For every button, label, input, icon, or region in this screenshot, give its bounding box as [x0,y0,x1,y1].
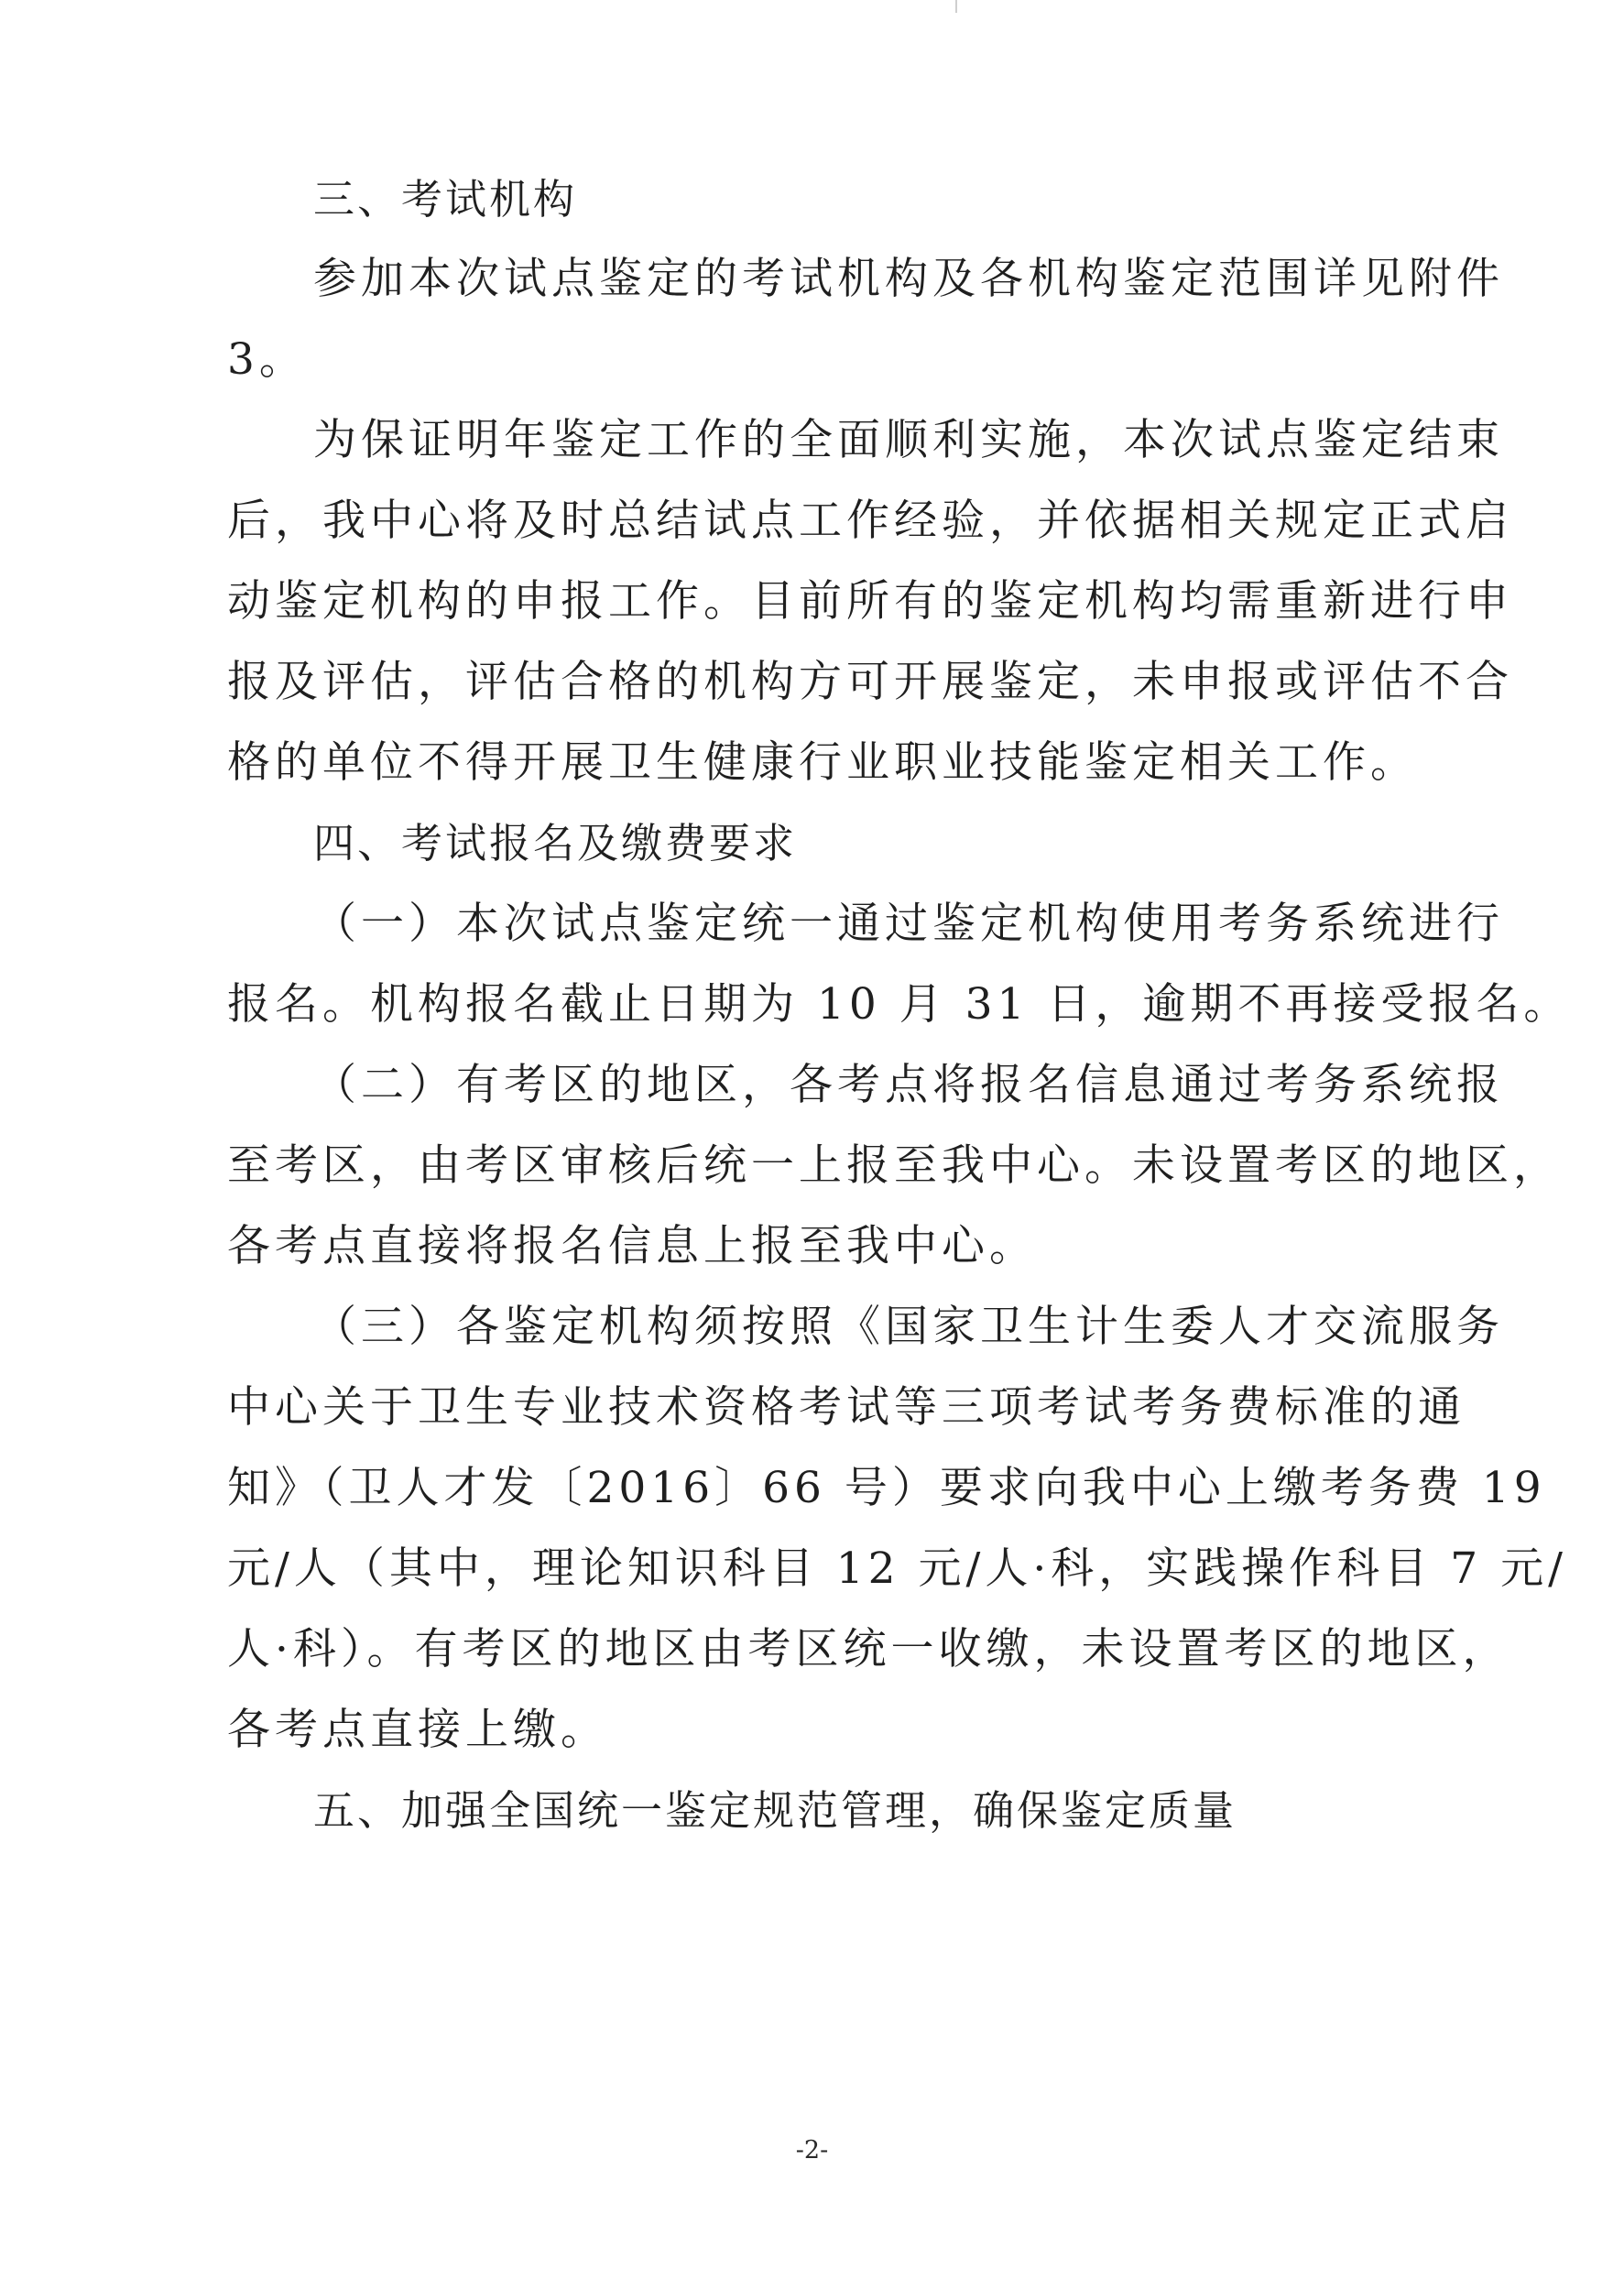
paragraph-line: 元/人（其中，理论知识科目 12 元/人·科，实践操作科目 7 元/ [227,1543,1567,1594]
paragraph-line: 各考点直接将报名信息上报至我中心。 [227,1221,1037,1271]
paragraph-line: 格的单位不得开展卫生健康行业职业技能鉴定相关工作。 [227,737,1418,788]
paragraph-line: 为保证明年鉴定工作的全面顺利实施，本次试点鉴定结束 [313,415,1504,465]
paragraph-line: 后，我中心将及时总结试点工作经验，并依据相关规定正式启 [227,496,1513,546]
paragraph-line: 至考区，由考区审核后统一上报至我中心。未设置考区的地区， [227,1140,1561,1191]
page-number: -2- [795,2136,829,2165]
paragraph-line: 报及评估，评估合格的机构方可开展鉴定，未申报或评估不合 [227,657,1513,707]
paragraph-line: （一）本次试点鉴定统一通过鉴定机构使用考务系统进行 [313,899,1504,949]
paragraph-line: 3。 [227,334,307,385]
paragraph-line: 动鉴定机构的申报工作。目前所有的鉴定机构均需重新进行申 [227,576,1513,627]
paragraph-line: 知》（卫人才发〔2016〕66 号）要求向我中心上缴考务费 19 [227,1463,1546,1513]
paragraph-line: 中心关于卫生专业技术资格考试等三项考试考务费标准的通 [227,1382,1466,1433]
section-heading-3: 三、考试机构 [313,175,578,224]
paragraph-line: 人·科）。有考区的地区由考区统一收缴，未设置考区的地区， [227,1624,1510,1674]
scan-mark [955,0,957,13]
section-heading-4: 四、考试报名及缴费要求 [313,819,798,867]
paragraph-line: 报名。机构报名截止日期为 10 月 31 日，逾期不再接受报名。 [227,979,1572,1030]
paragraph-line: （二）有考区的地区，各考点将报名信息通过考务系统报 [313,1060,1504,1110]
paragraph-line: 参加本次试点鉴定的考试机构及各机构鉴定范围详见附件 [313,254,1504,304]
section-heading-5: 五、加强全国统一鉴定规范管理，确保鉴定质量 [313,1786,1237,1835]
paragraph-line: （三）各鉴定机构须按照《国家卫生计生委人才交流服务 [313,1302,1504,1352]
paragraph-line: 各考点直接上缴。 [227,1705,608,1755]
